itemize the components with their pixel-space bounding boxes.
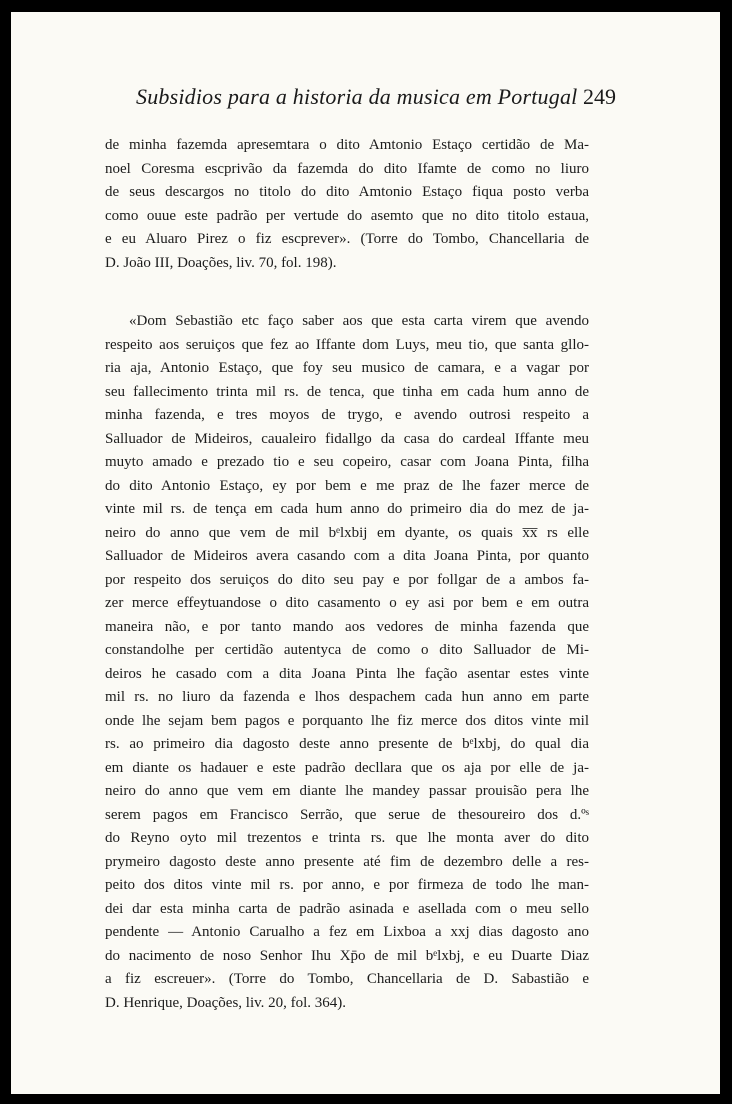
text-line: e eu Aluaro Pirez o fiz escprever». (Torre do Tombo, Chancellaria de [105,231,589,247]
paragraph-2 [105,310,589,1015]
text-line: constandolhe per certidão autentyca de como o dito Salluador de Mi- [105,642,589,658]
text-line: pendente — Antonio Carualho a fez em Lixboa a xxj dias dagosto ano [105,924,589,940]
text-line: D. João III, Doações, liv. 70, fol. 198). [105,254,337,271]
text-line: «Dom Sebastião etc faço saber aos que esta carta virem que avendo [129,313,589,329]
text-line: ria aja, Antonio Estaço, que foy seu musico de camara, e a vagar por [105,360,589,376]
text-line: mil rs. no liuro da fazenda e lhos despachem cada hun anno em parte [105,689,589,705]
text-line: Salluador de Mideiros avera casando com a dita Joana Pinta, por quanto [105,548,589,564]
text-line: prymeiro dagosto deste anno presente até fim de dezembro delle a res- [105,853,589,870]
text-line: do nacimento de noso Senhor Ihu Xp̄o de mil bᵉlxbj, e eu Duarte Diaz [105,947,589,964]
text-line: rs. ao primeiro dia dagosto deste anno presente de bᵉlxbj, do qual dia [105,736,589,752]
text-line: em diante os hadauer e este padrão decllara que os aja por elle de ja- [105,759,589,776]
text-line: peito dos ditos vinte mil rs. por anno, e por firmeza de todo lhe man- [105,877,589,893]
body-text [105,134,589,1015]
paragraph-gap [105,275,589,310]
text-line: minha fazenda, e tres moyos de trygo, e avendo outrosi respeito a [105,407,589,423]
text-line: deiros he casado com a dita Joana Pinta lhe fação asentar estes vinte [105,665,589,682]
text-line: serem pagos em Francisco Serrão, que serue de thesoureiro dos d.ºˢ [105,806,589,823]
text-line: de minha fazemda apresemtara o dito Amtonio Estaço certidão de Ma- [105,137,589,153]
text-line: do dito Antonio Estaço, ey por bem e me praz de lhe fazer merce de [105,477,589,494]
text-line: neiro do anno que vem em diante lhe mandey passar prouisão pera lhe [105,783,589,799]
text-line: noel Coresma escprivão da fazemda do dito Ifamte de como no liuro [105,160,589,177]
text-line: Salluador de Mideiros, caualeiro fidallgo da casa do cardeal Iffante meu [105,430,589,447]
text-line: D. Henrique, Doações, liv. 20, fol. 364). [105,994,347,1011]
text-line: por respeito dos seruiços do dito seu pay e por follgar de a ambos fa- [105,571,589,588]
text-line: neiro do anno que vem de mil bᵉlxbij em dyante, os quais x̅x̅ rs elle [105,524,589,541]
text-line: como ouue este padrão per vertude do asemto que no dito titolo estaua, [105,207,589,224]
header-title: Subsidios para a historia da musica em Portugal [136,84,578,109]
text-line: dei dar esta minha carta de padrão asinada e asellada com o meu sello [105,900,589,917]
text-line: seu fallecimento trinta mil rs. de tenca, que tinha em cada hum anno de [105,383,589,400]
text-line: do Reyno oyto mil trezentos e trinta rs. que lhe monta aver do dito [105,830,589,846]
text-line: muyto amado e prezado tio e seu copeiro, casar com Joana Pinta, filha [105,454,589,470]
text-line: zer merce effeytuandose o dito casamento o ey asi por bem e em outra [105,595,589,611]
text-line: onde lhe sejam bem pagos e porquanto lhe fiz merce dos ditos vinte mil [105,712,589,729]
text-line: de seus descargos no titolo do dito Amtonio Estaço fiqua posto verba [105,184,589,200]
text-line: vinte mil rs. de tença em cada hum anno do primeiro dia do mez de ja- [105,501,589,517]
page-number: 249 [583,84,616,109]
paragraph-1 [105,134,589,275]
running-header [136,84,616,114]
text-line: maneira não, e por tanto mando aos vedores de minha fazenda que [105,618,589,635]
text-line: a fiz escreuer». (Torre do Tombo, Chancellaria de D. Sabastião e [105,971,589,987]
text-line: respeito aos seruiços que fez ao Iffante dom Luys, meu tio, que santa gllo- [105,336,589,353]
